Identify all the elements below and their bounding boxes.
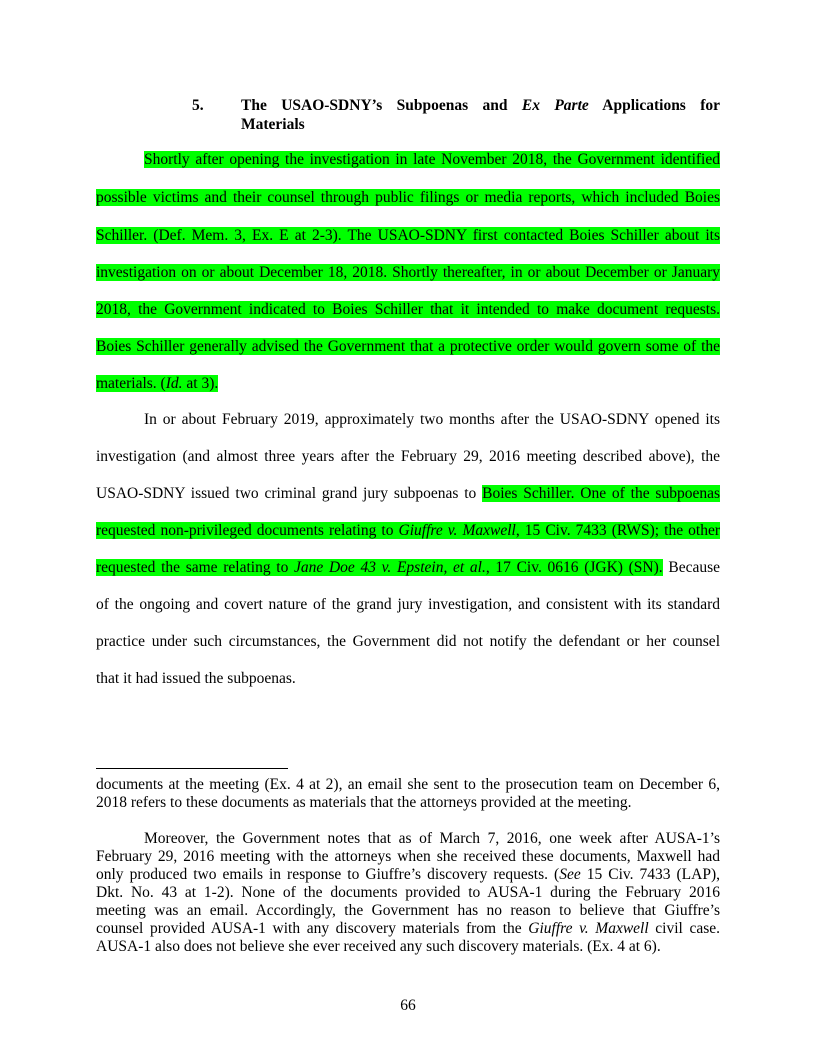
paragraph-line: practice under such circumstances, the Government did not notify the defendant or her counsel: [96, 633, 720, 650]
section-title-part-c: Applications for: [588, 97, 721, 114]
footnote-line: 2018 refers to these documents as materials that the attorneys provided at the meeting.: [96, 794, 632, 811]
paragraph-line: USAO-SDNY issued two criminal grand jury subpoenas to Boies Schiller. One of the subpoenas: [96, 485, 721, 502]
section-title-part-a: The USAO-SDNY’s Subpoenas and: [241, 97, 522, 114]
footnote-line: AUSA-1 also does not believe she ever received any such discovery materials. (Ex. 4 at 6).: [96, 938, 661, 955]
paragraph-line: of the ongoing and covert nature of the grand jury investigation, and consistent with its standard: [96, 596, 720, 613]
signal-see: See: [559, 866, 581, 883]
paragraph-line: requested non-privileged documents relating to Giuffre v. Maxwell, 15 Civ. 7433 (RWS); the other: [96, 522, 720, 539]
page-number: 66: [400, 997, 416, 1014]
case-name-italic: Jane Doe 43 v. Epstein, et al.: [294, 559, 486, 576]
paragraph-line: that it had issued the subpoenas.: [96, 670, 296, 687]
paragraph-line: materials. (Id. at 3).: [96, 375, 219, 392]
paragraph-line: In or about February 2019, approximately two months after the USAO-SDNY opened its: [144, 411, 720, 428]
paragraph-line: requested the same relating to Jane Doe 43 v. Epstein, et al., 17 Civ. 0616 (JGK) (SN). Because: [96, 559, 720, 576]
paragraph-line: Schiller. (Def. Mem. 3, Ex. E at 2-3). The USAO-SDNY first contacted Boies Schiller about its: [96, 227, 720, 244]
paragraph-line: investigation (and almost three years after the February 29, 2016 meeting described above), the: [96, 448, 720, 465]
footnote-line: counsel provided AUSA-1 with any discovery materials from the Giuffre v. Maxwell civil case.: [96, 920, 720, 937]
paragraph-line: possible victims and their counsel through public filings or media reports, which included Boies: [96, 189, 720, 206]
section-title-italic: Ex Parte: [521, 97, 589, 114]
citation-id: Id.: [165, 375, 183, 392]
footnote-line: Moreover, the Government notes that as of March 7, 2016, one week after AUSA-1’s: [144, 830, 720, 847]
footnote-line: documents at the meeting (Ex. 4 at 2), an email she sent to the prosecution team on December 6,: [96, 776, 720, 793]
footnote-line: meeting was an email. Accordingly, the Government has no reason to believe that Giuffre’s: [96, 902, 720, 919]
paragraph-line: 2018, the Government indicated to Boies Schiller that it intended to make document requests.: [96, 301, 720, 318]
footnote-line: only produced two emails in response to Giuffre’s discovery requests. (See 15 Civ. 7433 (LAP),: [96, 866, 721, 883]
paragraph-line: investigation on or about December 18, 2018. Shortly thereafter, in or about December or January: [96, 264, 720, 281]
footnote-line: February 29, 2016 meeting with the attorneys when she received these documents, Maxwell had: [96, 848, 720, 865]
section-title: [241, 96, 720, 134]
paragraph-line: Boies Schiller generally advised the Government that a protective order would govern some of the: [96, 338, 720, 355]
paragraph-line: Shortly after opening the investigation in late November 2018, the Government identified: [144, 151, 720, 168]
footnote-divider: [96, 768, 288, 769]
section-number: 5.: [192, 97, 204, 114]
footnote-line: Dkt. No. 43 at 1-2). None of the documents provided to AUSA-1 during the February 2016: [96, 884, 720, 901]
case-name-italic: Giuffre v. Maxwell: [528, 920, 649, 937]
case-name-italic: Giuffre v. Maxwell: [398, 522, 516, 539]
section-title-line2: Materials: [241, 116, 305, 133]
